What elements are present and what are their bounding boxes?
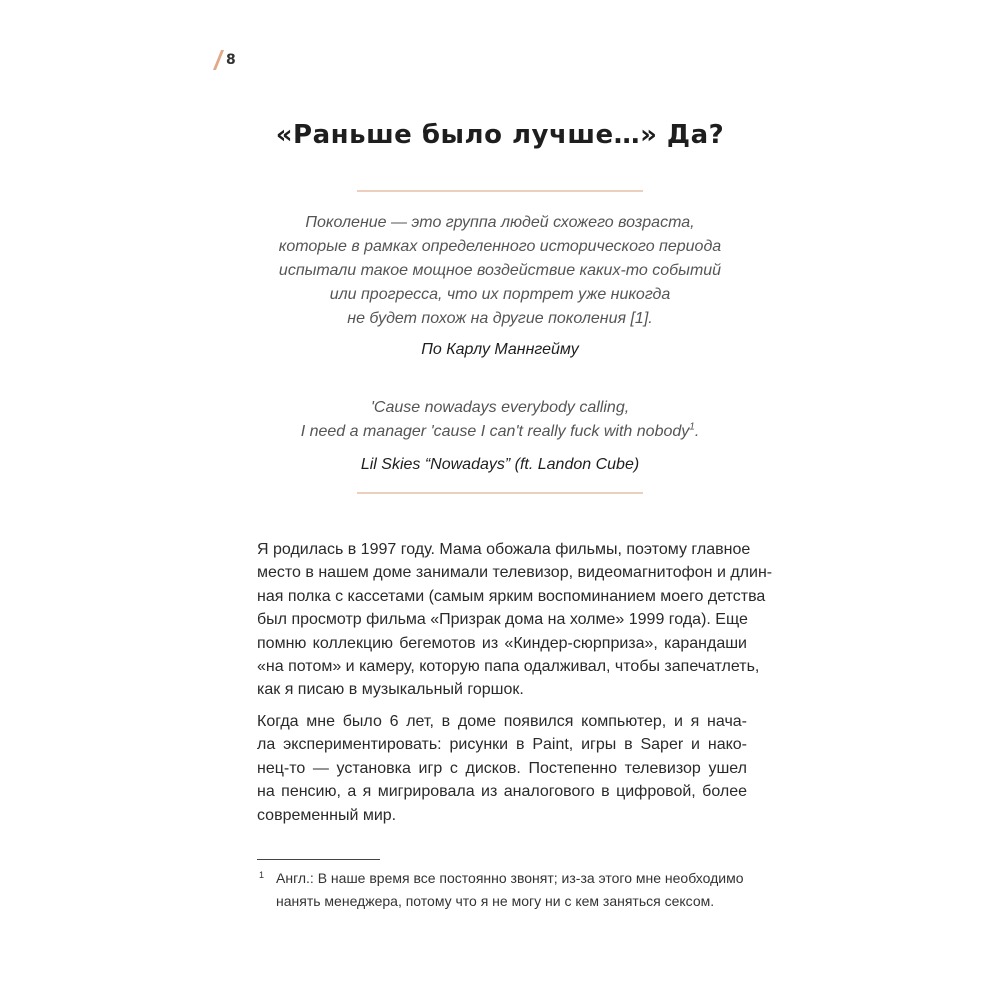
bottom-divider xyxy=(357,492,643,494)
paragraph-line: ла экспериментировать: рисунки в Paint, игры в Saper и нако- xyxy=(257,736,747,754)
epigraph-line: 'Cause nowadays everybody calling, xyxy=(370,399,630,416)
epigraph-attribution-lyrics: Lil Skies “Nowadays” (ft. Landon Cube) xyxy=(360,456,640,473)
page-number-text: 8 xyxy=(226,52,236,68)
paragraph-line: Я родилась в 1997 году. Мама обожала фильмы, поэтому главное xyxy=(257,541,751,558)
epigraph-attribution-mannheim: По Карлу Маннгейму xyxy=(421,341,579,358)
epigraph-line-text: I need a manager 'cause I can't really fuck with nobody xyxy=(300,423,690,440)
paragraph-line: Когда мне было 6 лет, в доме появился компьютер, и я нача- xyxy=(257,713,747,730)
epigraph-line: Поколение — это группа людей схожего возраста, xyxy=(305,214,695,231)
epigraph-line: или прогресса, что их портрет уже никогда xyxy=(329,286,671,303)
paragraph-line: как я писаю в музыкальный горшок. xyxy=(257,681,524,699)
chapter-title: «Раньше было лучше…» Да? xyxy=(275,120,725,150)
footnote-divider xyxy=(257,859,380,860)
paragraph-line: был просмотр фильма «Призрак дома на холме» 1999 года). Еще xyxy=(257,611,748,629)
paragraph-line: ная полка с кассетами (самым ярким воспоминанием моего детства xyxy=(257,587,766,605)
epigraph-mannheim xyxy=(0,211,1000,331)
paragraph-line: место в нашем доме занимали телевизор, видеомагнитофон и длин- xyxy=(257,564,773,582)
footnote-line: нанять менеджера, потому что я не могу ни с кем заняться сексом. xyxy=(276,893,715,909)
page-number-slash-decoration xyxy=(213,50,224,70)
paragraph-line: нец-то — установка игр с дисков. Постепенно телевизор ушел xyxy=(257,759,747,777)
top-divider xyxy=(357,190,643,192)
paragraph-line: на пенсию, а я мигрировала из аналогового в цифровой, более xyxy=(257,783,747,801)
footnote xyxy=(257,867,747,913)
footnote-reference[interactable]: 1 xyxy=(689,421,695,433)
footnote-marker: 1 xyxy=(259,870,265,880)
epigraph-line xyxy=(0,420,1000,444)
paragraph-line: современный мир. xyxy=(257,806,397,824)
paragraph-line: помню коллекцию бегемотов из «Киндер-сюрприза», карандаши xyxy=(257,634,747,652)
paragraph-line: «на потом» и камеру, которую папа одалживал, чтобы запечатлеть, xyxy=(257,658,760,676)
page-number xyxy=(217,50,236,70)
footnote-text xyxy=(276,867,747,913)
epigraph-lyrics xyxy=(0,396,1000,444)
epigraph-line: которые в рамках определенного исторического периода xyxy=(278,238,722,255)
body-paragraph-2 xyxy=(257,710,747,827)
footnote-line: Англ.: В наше время все постоянно звонят; из-за этого мне необходимо xyxy=(276,870,744,886)
epigraph-line: испытали такое мощное воздействие каких-то событий xyxy=(278,262,722,279)
body-paragraph-1 xyxy=(257,538,773,702)
epigraph-line-end: . xyxy=(694,423,700,440)
epigraph-line: не будет похож на другие поколения [1]. xyxy=(347,310,653,327)
